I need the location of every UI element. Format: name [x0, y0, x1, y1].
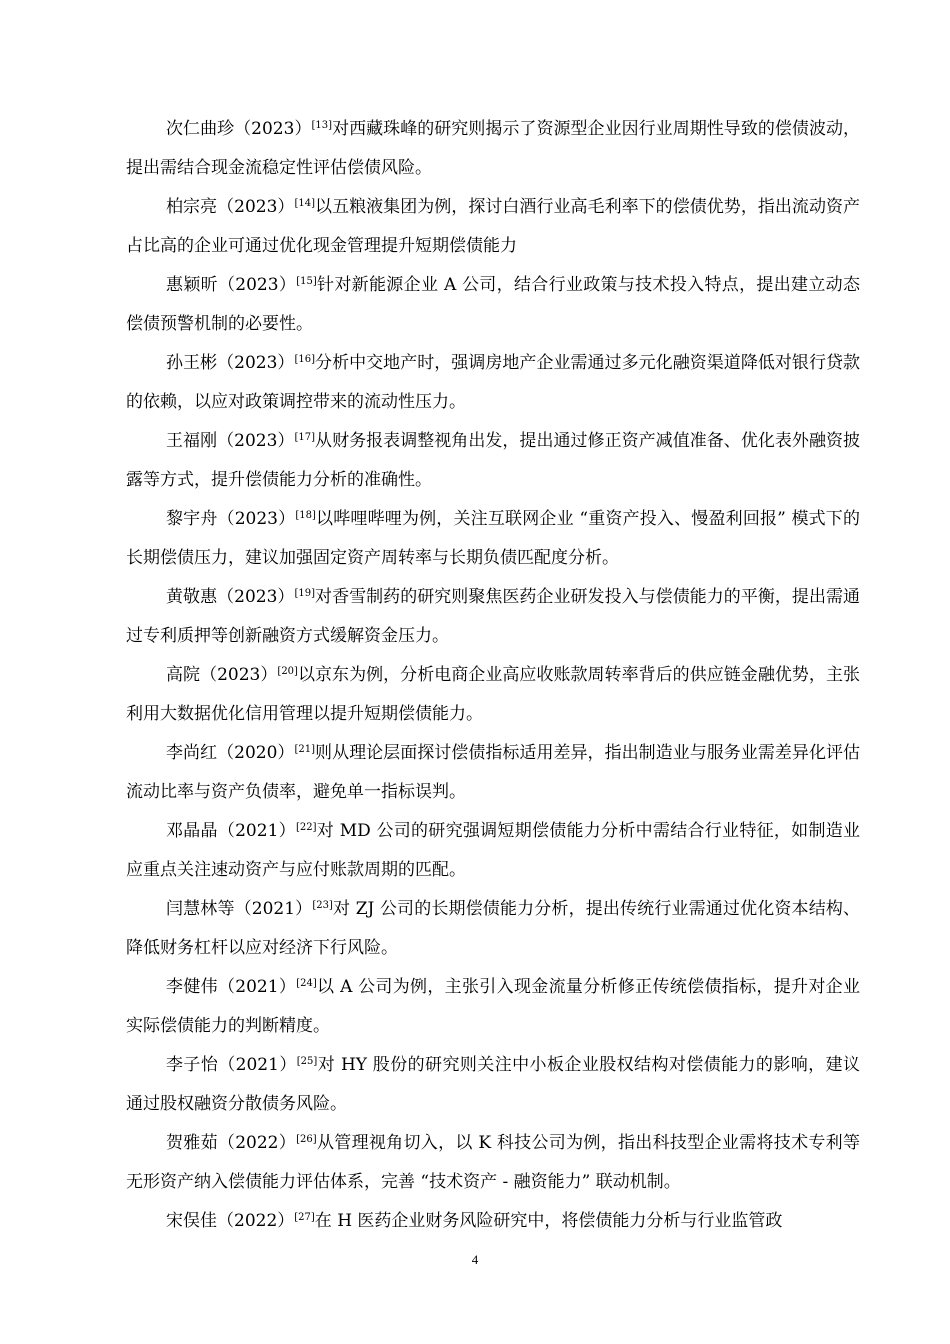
citation-author: 黄敬惠（2023） — [166, 587, 295, 607]
paragraph — [126, 656, 860, 734]
paragraph — [126, 578, 860, 656]
reference-number: [19] — [294, 588, 315, 599]
reference-number: [24] — [296, 978, 317, 989]
reference-number: [22] — [295, 822, 317, 833]
reference-number: [18] — [295, 510, 316, 521]
paragraph-text: 以五粮液集团为例，探讨白酒行业高毛利率下的偿债优势，指出流动资产占比高的企业可通过优化现金管理提升短期偿债能力 — [126, 197, 861, 256]
citation-author: 王福刚（2023） — [166, 431, 295, 451]
reference-number: [15] — [296, 276, 317, 287]
citation-author: 孙王彬（2023） — [166, 353, 295, 373]
paragraph — [126, 1202, 860, 1241]
page-number: 4 — [471, 1252, 479, 1267]
paragraph — [126, 344, 860, 422]
paragraph-text: 对香雪制药的研究则聚焦医药企业研发投入与偿债能力的平衡，提出需通过专利质押等创新融资方式缓解资金压力。 — [126, 587, 861, 646]
paragraph-text: 对 ZJ 公司的长期偿债能力分析，提出传统行业需通过优化资本结构、降低财务杠杆以应对经济下行风险。 — [126, 899, 860, 958]
paragraph-text: 则从理论层面探讨偿债指标适用差异，指出制造业与服务业需差异化评估流动比率与资产负债率，避免单一指标误判。 — [126, 743, 861, 802]
reference-number: [14] — [294, 198, 315, 209]
paragraph — [126, 188, 860, 266]
paragraph — [126, 734, 860, 812]
reference-number: [23] — [312, 900, 333, 911]
paragraph — [126, 890, 860, 968]
paragraph — [126, 500, 860, 578]
paragraph-text: 针对新能源企业 A 公司，结合行业政策与技术投入特点，提出建立动态偿债预警机制的必要性。 — [126, 275, 860, 334]
paragraph-text: 从财务报表调整视角出发，提出通过修正资产减值准备、优化表外融资披露等方式，提升偿债能力分析的准确性。 — [126, 431, 861, 490]
reference-number: [16] — [294, 354, 315, 365]
reference-number: [20] — [277, 666, 298, 677]
paragraph-text: 以哔哩哔哩为例，关注互联网企业 “重资产投入、慢盈利回报” 模式下的长期偿债压力，建议加强固定资产周转率与长期负债匹配度分析。 — [126, 509, 860, 568]
citation-author: 李健伟（2021） — [166, 977, 297, 997]
reference-number: [21] — [294, 744, 315, 755]
citation-author: 李子怡（2021） — [166, 1055, 297, 1075]
reference-number: [25] — [296, 1056, 318, 1067]
citation-author: 高院（2023） — [166, 665, 278, 685]
reference-number: [13] — [311, 120, 333, 131]
citation-author: 柏宗亮（2023） — [166, 197, 295, 217]
citation-author: 李尚红（2020） — [166, 743, 295, 763]
reference-number: [26] — [296, 1134, 317, 1145]
paragraph-text: 对 MD 公司的研究强调短期偿债能力分析中需结合行业特征，如制造业应重点关注速动资产与应付账款周期的匹配。 — [126, 821, 861, 880]
citation-author: 闫慧林等（2021） — [166, 899, 313, 919]
citation-author: 宋俣佳（2022） — [166, 1211, 295, 1231]
citation-author: 邓晶晶（2021） — [166, 821, 296, 841]
citation-author: 贺雅茹（2022） — [166, 1133, 297, 1153]
paragraph-text: 对 HY 股份的研究则关注中小板企业股权结构对偿债能力的影响，建议通过股权融资分散债务风险。 — [126, 1055, 861, 1114]
paragraph — [126, 266, 860, 344]
paragraph-text: 从管理视角切入，以 K 科技公司为例，指出科技型企业需将技术专利等无形资产纳入偿债能力评估体系，完善 “技术资产 - 融资能力” 联动机制。 — [126, 1133, 860, 1192]
citation-author: 次仁曲珍（2023） — [166, 119, 312, 139]
paragraph-text: 对西藏珠峰的研究则揭示了资源型企业因行业周期性导致的偿债波动，提出需结合现金流稳定性评估偿债风险。 — [126, 119, 861, 178]
paragraph-text: 在 H 医药企业财务风险研究中，将偿债能力分析与行业监管政 — [314, 1211, 783, 1231]
reference-number: [17] — [294, 432, 315, 443]
paragraph — [126, 1046, 860, 1124]
reference-number: [27] — [294, 1212, 315, 1223]
paragraph — [126, 812, 860, 890]
paragraph — [126, 968, 860, 1046]
paragraph — [126, 110, 860, 188]
paragraph — [126, 422, 860, 500]
paragraph-text: 以 A 公司为例，主张引入现金流量分析修正传统偿债指标，提升对企业实际偿债能力的判断精度。 — [126, 977, 860, 1036]
citation-author: 惠颖昕（2023） — [166, 275, 297, 295]
paragraph — [126, 1124, 860, 1202]
citation-author: 黎宇舟（2023） — [166, 509, 296, 529]
paragraph-text: 以京东为例，分析电商企业高应收账款周转率背后的供应链金融优势，主张利用大数据优化信用管理以提升短期偿债能力。 — [126, 665, 860, 724]
body-text — [126, 110, 860, 1241]
paragraph-text: 分析中交地产时，强调房地产企业需通过多元化融资渠道降低对银行贷款的依赖，以应对政策调控带来的流动性压力。 — [126, 353, 861, 412]
